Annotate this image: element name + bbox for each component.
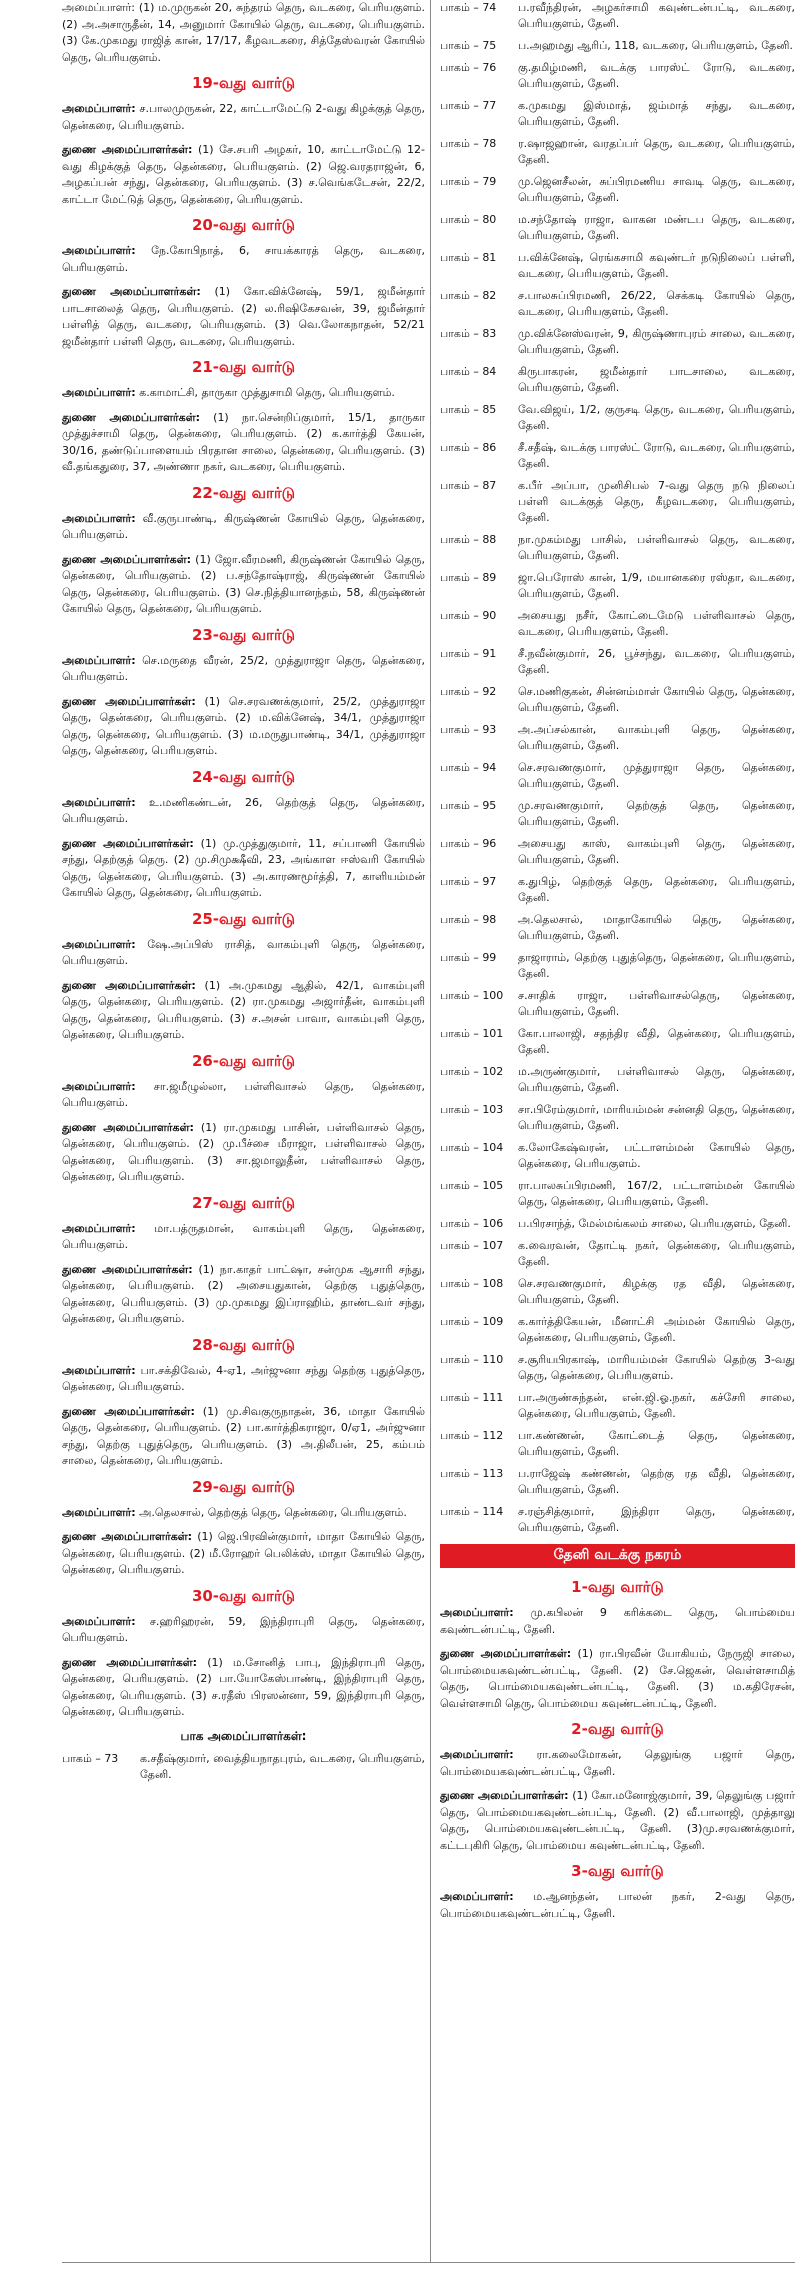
ward-title: 26-வது வார்டு [191, 1051, 296, 1070]
booth-organiser: க.வைரவன், தோட்டி நகர், தென்கரை, பெரியகுளம், தேனி. [518, 1239, 795, 1268]
booth-organiser: மு.விக்னேஸ்வரன், 9, கிருஷ்ணாபுரம் சாலை, வடகரை, பெரியகுளம், தேனி. [518, 327, 795, 356]
ward-title: 21-வது வார்டு [191, 358, 296, 376]
booth-entry [440, 1428, 795, 1460]
booth-organiser: அ.அப்சல்கான், வாகம்புளி தெரு, தென்கரை, பெரியகுளம், தேனி. [518, 723, 795, 752]
deputies-text: (1) ஜோ.வீரமணி, கிருஷ்ணன் கோயில் தெரு, தென்கரை, பெரியகுளம். (2) ப.சந்தோஷ்ராஜ், கிருஷ்ணன் கோயில் தெரு, தென்கரை, பெரியகுளம். (3) செ.நித்தியானந்தம், 58, கிருஷ்ணன் கோயில் தெரு, தென்கரை, பெரியகுளம். [62, 552, 425, 615]
ward-deputies [62, 836, 425, 902]
booth-organiser: செ.சரவணகுமார், முத்துராஜா தெரு, தென்கரை, பெரியகுளம், தேனி. [518, 761, 795, 790]
booth-organiser: பா.அருண்சுந்தன், என்.ஜி.ஓ.நகர், கச்சேரி சாலை, தென்கரை, பெரியகுளம், தேனி. [518, 1391, 795, 1420]
booth-organiser: அ.தெலசால், மாதாகோயில் தெரு, தென்கரை, பெரியகுளம், தேனி. [518, 913, 795, 942]
ward-organiser [62, 1221, 425, 1254]
booth-organiser: ச.சாதிக் ராஜா, பள்ளிவாசல்தெரு, தென்கரை, பெரியகுளம், தேனி. [518, 989, 795, 1018]
booth-number: பாகம் – 102 [440, 1065, 504, 1078]
booth-organiser: ப.அஹமது ஆரிப், 118, வடகரை, பெரியகுளம், தேனி. [518, 39, 793, 52]
booth-entry [440, 912, 795, 944]
booth-organiser: க.துபிழ், தெற்குத் தெரு, தென்கரை, பெரியகுளம், தேனி. [518, 875, 795, 904]
booth-number: பாகம் – 73 [62, 1751, 119, 1765]
booth-organiser: ச.சூரியபிரகாஷ், மாரியம்மன் கோயில் தெற்கு 3-வது தெரு, தென்கரை, பெரியகுளம். [518, 1353, 795, 1382]
deputies-text: (1) ரா.முகமது பாசின், பள்ளிவாசல் தெரு, தென்கரை, பெரியகுளம். (2) மு.பீச்சை மீராஜா, பள்ளிவாசல் தெரு, தென்கரை, பெரியகுளம். (3) சா.ஜமாலுதீன், பள்ளிவாசல் தெரு, தென்கரை, பெரியகுளம். [62, 1120, 425, 1183]
booth-organiser: க.முகமது இஸ்மாத், ஜம்மாத் சந்து, வடகரை, பெரியகுளம், தேனி. [518, 99, 795, 128]
booth-entry [440, 684, 795, 716]
booth-entry [440, 874, 795, 906]
organiser-label: அமைப்பாளர்: [62, 937, 136, 951]
booth-number: பாகம் – 95 [440, 799, 497, 812]
booth-entry [440, 988, 795, 1020]
booth-organiser: தாஜாராம், தெற்கு புதுத்தெரு, தென்கரை, பெரியகுளம், தேனி. [518, 951, 795, 980]
ward-title: 30-வது வார்டு [191, 1586, 296, 1605]
organiser-label: அமைப்பாளர்: [62, 1221, 136, 1235]
booth-entry [440, 1064, 795, 1096]
deputies-text: (1) மு.முத்துகுமார், 11, சப்பாணி கோயில் சந்து, தெற்குத் தெரு. (2) மு.சிமுக்ஷீவி, 23, அங்காள ஈஸ்வரி கோயில் தெரு, தென்கரை, பெரியகுளம். (3) அ.காரணமூர்த்தி, 7, காளியம்மன் கோயில் தெரு, தென்கரை, பெரியகுளம். [62, 836, 425, 899]
booth-entry [440, 1140, 795, 1172]
organiser-text: ச.ஹரிஹரன், 59, இந்திராபுரி தெரு, தென்கரை, பெரியகுளம். [62, 1614, 425, 1644]
booth-entry [440, 1026, 795, 1058]
booth-entry [62, 1751, 425, 1783]
booth-organiser: ச.ரஞ்சித்குமார், இந்திரா தெரு, தென்கரை, பெரியகுளம், தேனி. [518, 1505, 795, 1534]
booth-entry [440, 532, 795, 564]
booth-number: பாகம் – 89 [440, 571, 497, 584]
deputies-label: துணை அமைப்பாளர்கள்: [62, 1404, 195, 1418]
booth-entry [440, 1466, 795, 1498]
ward-title: 23-வது வார்டு [191, 625, 296, 644]
deputies-text: (1) செ.சரவணக்குமார், 25/2, முத்துராஜா தெரு, தென்கரை, பெரியகுளம். (2) ம.விக்னேஷ், 34/1, முத்துராஜா தெரு, தென்கரை, பெரியகுளம். (3) ம.மருதுபாண்டி, 34/1, முத்துராஜா தெரு, தென்கரை, பெரியகுளம். [62, 694, 425, 757]
deputies-text: (1) கோ.மனோஜ்குமார், 39, தெலுங்கு பஜார் தெரு, பொம்மையகவுண்டன்பட்டி, தேனி. (2) வீ.பாலாஜி, முத்தாலு தெரு, பொம்மையகவுண்டன்பட்டி, தேனி. (3)மு.சரவணக்குமார், கட்டபுகிரி தெரு, பொம்மைய கவுண்டன்பட்டி, தேனி. [440, 1789, 795, 1852]
booth-number: பாகம் – 78 [440, 137, 497, 150]
booth-number: பாகம் – 114 [440, 1505, 504, 1518]
booth-entry [440, 288, 795, 320]
booth-organiser: வே.விஜய், 1/2, குருசடி தெரு, வடகரை, பெரியகுளம், தேனி. [518, 403, 795, 432]
booth-number: பாகம் – 75 [440, 39, 497, 52]
ward-title: 24-வது வார்டு [191, 767, 296, 786]
booth-number: பாகம் – 76 [440, 61, 497, 74]
ward-organiser [62, 1079, 425, 1112]
booth-number: பாகம் – 80 [440, 213, 497, 226]
booth-organiser: ர.ஷாஜஹான், வரதப்பர் தெரு, வடகரை, பெரியகுளம், தேனி. [518, 137, 795, 166]
booth-organiser: செ.சரவணகுமார், கிழக்கு ரத வீதி, தென்கரை, பெரியகுளம், தேனி. [518, 1277, 795, 1306]
booth-heading: பாக அமைப்பாளர்கள்: [180, 1728, 307, 1743]
booth-entry [440, 136, 795, 168]
booth-entry [440, 1238, 795, 1270]
booth-entry [440, 836, 795, 868]
booth-organiser: செ.மணிகுகன், சின்னம்மாள் கோயில் தெரு, தென்கரை, பெரியகுளம், தேனி. [518, 685, 795, 714]
booth-number: பாகம் – 91 [440, 647, 497, 660]
ward-title: 19-வது வார்டு [191, 74, 296, 92]
organiser-label: அமைப்பாளர்: [62, 244, 136, 257]
deputies-label: துணை அமைப்பாளர்கள்: [62, 285, 201, 298]
deputies-label: துணை அமைப்பாளர்கள்: [62, 1120, 194, 1134]
ward-title: 3-வது வார்டு [571, 1862, 664, 1880]
organiser-text: செ.மருதை வீரன், 25/2, முத்துராஜா தெரு, தென்கரை, பெரியகுளம். [62, 653, 425, 683]
booth-number: பாகம் – 79 [440, 175, 497, 188]
organiser-text: ச.பாலமுருகன், 22, காட்டாமேட்டு 2-வது கிழக்குத் தெரு, தென்கரை, பெரியகுளம். [62, 102, 425, 132]
organiser-text: ம.ஆனந்தன், பாலன் நகர், 2-வது தெரு, பொம்மையகவுண்டன்பட்டி, தேனி. [440, 1890, 795, 1920]
booth-organiser: ஜா.பெரோஸ் கான், 1/9, மயானகரை ரஸ்தா, வடகரை, பெரியகுளம், தேனி. [518, 571, 795, 600]
deputies-label: துணை அமைப்பாளர்கள்: [62, 552, 192, 566]
booth-entry [440, 174, 795, 206]
organiser-label: அமைப்பாளர்: [62, 1505, 136, 1519]
ward-deputies [62, 284, 425, 350]
booth-number: பாகம் – 111 [440, 1391, 504, 1404]
booth-organiser: மு.ஜெனசீலன், சுப்பிரமணிய சாவடி தெரு, வடகரை, பெரியகுளம், தேனி. [518, 175, 795, 204]
organiser-label: அமைப்பாளர்: [62, 795, 136, 809]
booth-number: பாகம் – 97 [440, 875, 497, 888]
ward-deputies [62, 552, 425, 618]
booth-number: பாகம் – 93 [440, 723, 497, 736]
booth-list-right [440, 0, 795, 1536]
ward-organiser [62, 385, 425, 402]
ward-list [62, 74, 425, 1721]
organiser-label: அமைப்பாளர்: [62, 1079, 136, 1093]
ward-deputies [62, 410, 425, 476]
booth-number: பாகம் – 85 [440, 403, 497, 416]
booth-number: பாகம் – 104 [440, 1141, 504, 1154]
booth-number: பாகம் – 98 [440, 913, 497, 926]
booth-number: பாகம் – 109 [440, 1315, 504, 1328]
ward-organiser [62, 1363, 425, 1396]
ward-title: 22-வது வார்டு [191, 483, 296, 502]
booth-entry [440, 364, 795, 396]
booth-organiser: ப.ரவீந்திரன், அழகர்சாமி கவுண்டன்பட்டி, வடகரை, பெரியகுளம், தேனி. [518, 1, 795, 30]
booth-organiser: பா.கண்ணன், கோட்டைத் தெரு, தென்கரை, பெரியகுளம், தேனி. [518, 1429, 795, 1458]
continued-paragraph: அமைப்பாளர்: (1) ம.முருகன் 20, சுந்தரம் தெரு, வடகரை, பெரியகுளம். (2) அ.அசாருதீன், 14, அனுமார் கோயில் தெரு, வடகரை, பெரியகுளம். (3) கே.முகமது ராஜித் கான், 17/17, கீழவடகரை, சித்தேஸ்வரன் கோயில் தெரு, பெரியகுளம். [62, 1, 425, 64]
left-column [62, 0, 425, 2262]
booth-organiser: நா.முகம்மது பாசில், பள்ளிவாசல் தெரு, வடகரை, பெரியகுளம், தேனி. [518, 533, 795, 562]
booth-number: பாகம் – 94 [440, 761, 497, 774]
ward-title: 20-வது வார்டு [191, 216, 296, 234]
ward-deputies [440, 1646, 795, 1712]
booth-number: பாகம் – 99 [440, 951, 497, 964]
booth-number: பாகம் – 84 [440, 365, 497, 378]
ward-title: 28-வது வார்டு [191, 1335, 296, 1354]
organiser-label: அமைப்பாளர்: [62, 386, 136, 399]
booth-entry [440, 646, 795, 678]
booth-entry [440, 1352, 795, 1384]
booth-number: பாகம் – 83 [440, 327, 497, 340]
ward-deputies [62, 978, 425, 1044]
deputies-text: (1) சே.சபரி அழகர், 10, காட்டாமேட்டு 12-வது கிழக்குத் தெரு, தென்கரை, பெரியகுளம். (2) ஜெ.வரதராஜன், 6, அழகப்பன் சந்து, தென்கரை, பெரியகுளம். (3) ச.வெங்கடேசன், 22/2, காட்டா மேட்டுத் தெரு, தென்கரை, பெரியகுளம். [62, 143, 425, 206]
booth-number: பாகம் – 100 [440, 989, 504, 1002]
booth-entry [440, 38, 795, 54]
ward-title: 1-வது வார்டு [571, 1578, 664, 1596]
booth-number: பாகம் – 88 [440, 533, 497, 546]
ward-organiser [440, 1747, 795, 1780]
booth-number: பாகம் – 96 [440, 837, 497, 850]
booth-number: பாகம் – 92 [440, 685, 497, 698]
booth-number: பாகம் – 107 [440, 1239, 504, 1252]
ward-deputies [62, 1404, 425, 1470]
organiser-text: அ.தெலசால், தெற்குத் தெரு, தென்கரை, பெரியகுளம். [135, 1505, 407, 1519]
booth-entry [440, 326, 795, 358]
organiser-text: நே.கோபிநாத், 6, சாயக்காரத் தெரு, வடகரை, பெரியகுளம். [62, 244, 425, 274]
deputies-text: (1) ஜெ.பிரவின்குமார், மாதா கோயில் தெரு, தென்கரை, பெரியகுளம். (2) மீ.ரோஹர் பெலிக்ஸ், மாதா கோயில் தெரு, தென்கரை, பெரியகுளம். [62, 1530, 425, 1576]
booth-entry [440, 250, 795, 282]
booth-entry [440, 760, 795, 792]
deputies-label: துணை அமைப்பாளர்கள்: [62, 1262, 193, 1276]
organiser-text: மா.பத்ருதமான், வாகம்புளி தெரு, தென்கரை, பெரியகுளம். [62, 1221, 425, 1251]
organiser-text: க.காமாட்சி, தாருகா முத்துசாமி தெரு, பெரியகுளம். [135, 386, 395, 399]
booth-organiser: சீ.நவீன்குமார், 26, பூச்சந்து, வடகரை, பெரியகுளம், தேனி. [518, 647, 795, 676]
booth-organiser: கோ.பாலாஜி, சதந்திர வீதி, தென்கரை, பெரியகுளம், தேனி. [518, 1027, 795, 1056]
deputies-label: துணை அமைப்பாளர்கள்: [62, 836, 194, 850]
organiser-label: அமைப்பாளர்: [62, 653, 136, 667]
booth-entry [440, 950, 795, 982]
booth-organiser: கு.தமிழ்மணி, வடக்கு பாரஸ்ட் ரோடு, வடகரை, பெரியகுளம், தேனி. [518, 61, 795, 90]
booth-number: பாகம் – 82 [440, 289, 497, 302]
booth-number: பாகம் – 86 [440, 441, 497, 454]
booth-organiser: அசையது நசீர், கோட்டைமேடு பள்ளிவாசல் தெரு, வடகரை, பெரியகுளம், தேனி. [518, 609, 795, 638]
ward-organiser [62, 511, 425, 544]
booth-entry [440, 570, 795, 602]
booth-organiser: ச.பாலசுப்பிரமணி, 26/22, செக்கடி கோயில் தெரு, வடகரை, பெரியகுளம், தேனி. [518, 289, 795, 318]
booth-entry [440, 440, 795, 472]
section-banner: தேனி வடக்கு நகரம் [440, 1544, 795, 1568]
deputies-text: (1) நா.காதர் பாட்ஷா, சன்முக ஆசாரி சந்து, தென்கரை, பெரியகுளம். (2) அசையதுகான், தெற்கு புதுத்தெரு, தென்கரை, பெரியகுளம். (3) மு.முகமது இப்ராஹிம், தாண்டவர் சந்து, தென்கரை, பெரியகுளம். [62, 1262, 425, 1325]
booth-entry [440, 212, 795, 244]
booth-entry [440, 608, 795, 640]
ward-organiser [62, 795, 425, 828]
ward-organiser [62, 243, 425, 276]
booth-number: பாகம் – 87 [440, 479, 497, 492]
organiser-label: அமைப்பாளர்: [62, 1363, 136, 1377]
booth-organiser: ப.ராஜேஷ் கண்ணன், தெற்கு ரத வீதி, தென்கரை, பெரியகுளம், தேனி. [518, 1467, 795, 1496]
booth-organiser: ரா.பாலசுப்பிரமணி, 167/2, பட்டாளம்மன் கோயில் தெரு, தென்கரை, பெரியகுளம், தேனி. [518, 1179, 795, 1208]
booth-organiser: கிருபாகரன், ஜமீன்தார் பாடசாலை, வடகரை, பெரியகுளம், தேனி. [518, 365, 795, 394]
organiser-text: சா.ஜமீழுல்லா, பள்ளிவாசல் தெரு, தென்கரை, பெரியகுளம். [62, 1079, 425, 1109]
deputies-label: துணை அமைப்பாளர்கள்: [62, 1530, 193, 1543]
booth-entry [440, 98, 795, 130]
booth-entry [440, 1102, 795, 1134]
booth-entry [440, 478, 795, 526]
booth-number: பாகம் – 105 [440, 1179, 504, 1192]
deputies-text: (1) ம.சோனித் பாபு, இந்திராபுரி தெரு, தென்கரை, பெரியகுளம். (2) பா.யோகேஸ்பாண்டி, இந்திராபுரி தெரு, தென்கரை, பெரியகுளம். (3) ச.ரதீஸ் பிரஸன்னா, 59, இந்திராபுரி தெரு, தென்கரை, பெரியகுளம். [62, 1655, 425, 1718]
organiser-label: அமைப்பாளர்: [440, 1606, 514, 1619]
ward-deputies [62, 1262, 425, 1328]
booth-organiser: சீ.சதீஷ், வடக்கு பாரஸ்ட் ரோடு, வடகரை, பெரியகுளம், தேனி. [518, 441, 795, 470]
organiser-text: வீ.குருபாண்டி, கிருஷ்ணன் கோயில் தெரு, தென்கரை, பெரியகுளம். [62, 511, 425, 541]
right-column [440, 0, 795, 2262]
deputies-text: (1) ரா.பிரவீன் யோகியம், நேருஜி சாலை, பொம்மையகவுண்டன்பட்டி, தேனி. (2) சே.ஜெகன், வெள்ளசாமித் தெரு, பொம்மையகவுண்டன்பட்டி, தேனி. (3) ம.கதிரேசன், வெள்ளசாமி தெரு, பொம்மைய கவுண்டன்பட்டி, தேனி. [440, 1647, 795, 1710]
booth-number: பாகம் – 113 [440, 1467, 504, 1480]
booth-organiser: சா.பிரேம்குமார், மாரியம்மன் சன்னதி தெரு, தென்கரை, பெரியகுளம், தேனி. [518, 1103, 795, 1132]
organiser-text: உ.மணிகண்டன், 26, தெற்குத் தெரு, தென்கரை, பெரியகுளம். [62, 795, 425, 825]
booth-entry [440, 1216, 795, 1232]
booth-organiser: ம.அருண்குமார், பள்ளிவாசல் தெரு, தென்கரை, பெரியகுளம், தேனி. [518, 1065, 795, 1094]
booth-organiser: க.கார்த்திகேயன், மீனாட்சி அம்மன் கோயில் தெரு, தென்கரை, பெரியகுளம், தேனி. [518, 1315, 795, 1344]
booth-entry [440, 798, 795, 830]
booth-organiser: மு.சரவணகுமார், தெற்குத் தெரு, தென்கரை, பெரியகுளம், தேனி. [518, 799, 795, 828]
booth-organiser: க.சதீஷ்குமார், வைத்தியநாதபுரம், வடகரை, பெரியகுளம், தேனி. [140, 1751, 425, 1781]
ward-deputies [62, 142, 425, 208]
organiser-text: ஷே.அப்பிஸ் ராசித், வாகம்புளி தெரு, தென்கரை, பெரியகுளம். [62, 937, 425, 967]
organiser-label: அமைப்பாளர்: [62, 511, 136, 525]
booth-entry [440, 1504, 795, 1536]
organiser-text: பா.சக்திவேல், 4-ஏ1, அர்ஜுனா சந்து தெற்கு புதுத்தெரு, தென்கரை, பெரியகுளம். [62, 1363, 425, 1393]
booth-number: பாகம் – 90 [440, 609, 497, 622]
booth-number: பாகம் – 74 [440, 1, 497, 14]
ward-organiser [440, 1605, 795, 1638]
booth-organiser: ம.சந்தோஷ் ராஜா, வாகன மண்டப தெரு, வடகரை, பெரியகுளம், தேனி. [518, 213, 795, 242]
booth-entry [440, 60, 795, 92]
deputies-label: துணை அமைப்பாளர்கள்: [62, 1655, 198, 1669]
ward-organiser [62, 1614, 425, 1647]
theni-ward-list [440, 1578, 795, 1922]
booth-number: பாகம் – 81 [440, 251, 497, 264]
organiser-text: மு.கபிலன் 9 கரிக்கடை தெரு, பொம்மைய கவுண்டன்பட்டி, தேனி. [440, 1606, 795, 1636]
booth-number: பாகம் – 103 [440, 1103, 504, 1116]
booth-entry [440, 402, 795, 434]
deputies-label: துணை அமைப்பாளர்கள்: [62, 694, 196, 708]
ward-deputies [62, 1529, 425, 1579]
booth-list-left [62, 1751, 425, 1783]
ward-title: 2-வது வார்டு [571, 1720, 664, 1738]
ward-title: 27-வது வார்டு [191, 1193, 296, 1212]
ward-deputies [62, 1655, 425, 1721]
deputies-label: துணை அமைப்பாளர்கள்: [62, 978, 196, 992]
deputies-text: (1) கோ.விக்னேஷ், 59/1, ஜமீன்தார் பாடசாலைத் தெரு, பெரியகுளம். (2) ல.ரிஷிகேசவன், 39, ஜமீன்தார் பள்ளித் தெரு, வடகரை, பெரியகுளம். (3) வெ.லோகநாதன், 52/21 ஜமீன்தார் பள்ளி தெரு, வடகரை, பெரியகுளம். [62, 285, 425, 348]
booth-organiser: க.லோகேஷ்வரன், பட்டாளம்மன் கோயில் தெரு, தென்கரை, பெரியகுளம். [518, 1141, 795, 1170]
booth-entry [440, 1178, 795, 1210]
organiser-label: அமைப்பாளர்: [440, 1890, 514, 1903]
booth-number: பாகம் – 101 [440, 1027, 504, 1040]
deputies-label: துணை அமைப்பாளர்கள்: [440, 1789, 569, 1802]
deputies-text: (1) மு.சிவகுருநாதன், 36, மாதா கோயில் தெரு, தென்கரை, பெரியகுளம். (2) பா.கார்த்திகராஜா, 0/ஏ1, அர்ஜுனா சந்து, தெற்கு புதுத்தெரு, பெரியகுளம். (3) அ.திலீபன், 25, கம்பம் சாலை, தென்கரை, பெரியகுளம். [62, 1404, 425, 1467]
booth-number: பாகம் – 108 [440, 1277, 504, 1290]
booth-organiser: அசையது காஸ், வாகம்புளி தெரு, தென்கரை, பெரியகுளம், தேனி. [518, 837, 795, 866]
ward-deputies [62, 694, 425, 760]
organiser-text: ரா.கலைமோகன், தெலுங்கு பஜார் தெரு, பொம்மையகவுண்டன்பட்டி, தேனி. [440, 1748, 795, 1778]
bottom-rule [62, 2262, 795, 2263]
ward-organiser [440, 1889, 795, 1922]
organiser-label: அமைப்பாளர்: [440, 1748, 514, 1761]
deputies-label: துணை அமைப்பாளர்கள்: [62, 143, 193, 156]
ward-deputies [62, 1120, 425, 1186]
ward-organiser [62, 937, 425, 970]
booth-entry [440, 722, 795, 754]
deputies-label: துணை அமைப்பாளர்கள்: [440, 1647, 572, 1660]
deputies-label: துணை அமைப்பாளர்கள்: [62, 410, 201, 424]
ward-organiser [62, 1505, 425, 1522]
column-divider [430, 0, 431, 2262]
ward-organiser [62, 653, 425, 686]
booth-entry [440, 0, 795, 32]
booth-number: பாகம் – 112 [440, 1429, 504, 1442]
booth-organiser: க.பீர் அப்பா, முனிசிபல் 7-வது தெரு நடு நிலைப் பள்ளி வடக்குத் தெரு, கீழவடகரை, பெரியகுளம், தேனி. [518, 479, 795, 524]
deputies-text: (1) நா.சென்றிப்குமார், 15/1, தாருகா முத்துச்சாமி தெரு, தென்கரை, பெரியகுளம். (2) க.கார்த்தி கேயன், 30/16, தண்டுப்பாளையம் பிரதான சாலை, தென்கரை, பெரியகுளம். (3) வீ.தங்கதுரை, 37, அண்ணா நகர், வடகரை, பெரியகுளம். [62, 410, 425, 473]
organiser-label: அமைப்பாளர்: [62, 1614, 136, 1628]
organiser-label: அமைப்பாளர்: [62, 102, 136, 115]
booth-organiser: ப.விக்னேஷ், ரெங்கசாமி கவுண்டர் நடுநிலைப் பள்ளி, வடகரை, பெரியகுளம், தேனி. [518, 251, 795, 280]
ward-title: 29-வது வார்டு [191, 1477, 296, 1496]
booth-number: பாகம் – 106 [440, 1217, 504, 1230]
deputies-text: (1) அ.முகமது ஆதில், 42/1, வாகம்புளி தெரு, தென்கரை, பெரியகுளம். (2) ரா.முகமது அஜார்தீன், வாகம்புளி தெரு, தென்கரை, பெரியகுளம். (3) ச.அசன் பாவா, வாகம்புளி தெரு, தென்கரை, பெரியகுளம். [62, 978, 425, 1041]
booth-entry [440, 1390, 795, 1422]
ward-organiser [62, 101, 425, 134]
booth-number: பாகம் – 77 [440, 99, 497, 112]
booth-entry [440, 1314, 795, 1346]
ward-title: 25-வது வார்டு [191, 909, 296, 928]
booth-entry [440, 1276, 795, 1308]
booth-organiser: ப.பிரசாந்த், மேல்மங்கலம் சாலை, பெரியகுளம், தேனி. [518, 1217, 791, 1230]
ward-deputies [440, 1788, 795, 1854]
booth-number: பாகம் – 110 [440, 1353, 504, 1366]
